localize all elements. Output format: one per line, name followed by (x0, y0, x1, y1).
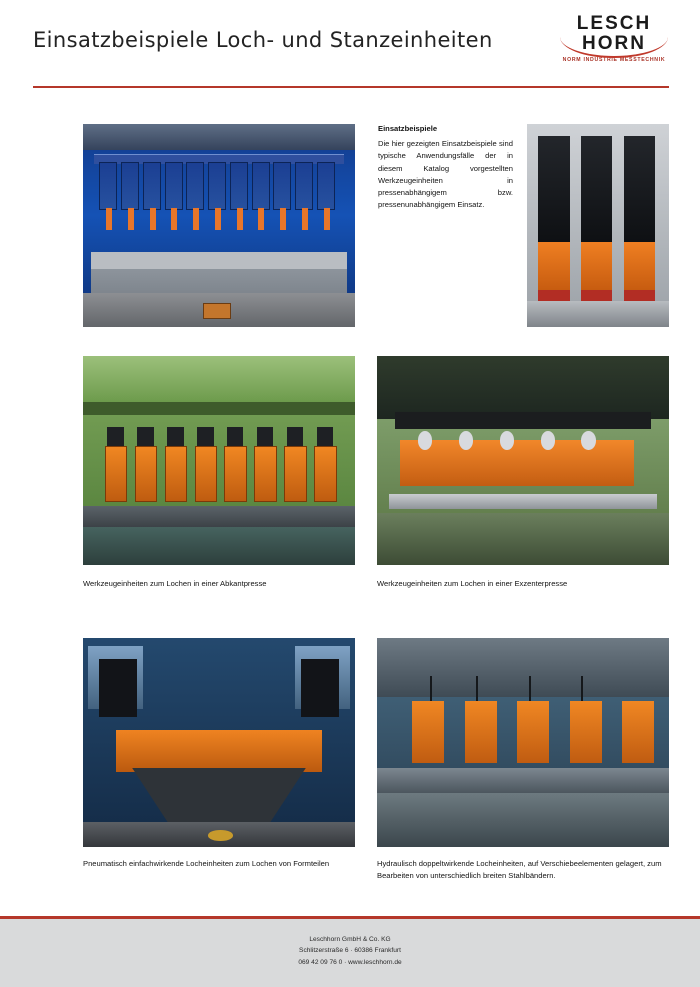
page-header (0, 0, 700, 88)
figure-press-brake-tools (83, 356, 355, 565)
header-divider (33, 86, 669, 88)
logo-line-1: LESCH (576, 13, 652, 34)
logo-line-2: HORN (582, 33, 646, 54)
footer-contact (0, 934, 700, 968)
caption-pneumatic-single-acting: Pneumatisch einfachwirkende Locheinheiten zum Lochen von Formteilen (83, 859, 330, 868)
company-logo (556, 14, 672, 72)
figure-hydraulic-double-acting (377, 638, 669, 847)
figure-eccentric-press-tools (377, 356, 669, 565)
figure-pneumatic-single-acting (83, 638, 355, 847)
intro-body: Die hier gezeigten Einsatzbeispiele sind typische Anwendungsfälle der in diesem Katalog vorgestellten Werkzeugeinheiten in pressenabhängigem bzw. pressenunabhängigem Einsatz. (378, 139, 513, 210)
footer-company: Leschhorn GmbH & Co. KG (309, 936, 391, 943)
intro-text-block (378, 124, 513, 212)
caption-press-brake-tools: Werkzeugeinheiten zum Lochen in einer Abkantpresse (83, 579, 267, 588)
logo-subline: NORM INDUSTRIE MESSTECHNIK (562, 57, 666, 63)
caption-hydraulic-double-acting: Hydraulisch doppeltwirkende Locheinheiten, auf Verschiebeelementen gelagert, zum Bearbeiten von unterschiedlich breiten Stahlbändern. (377, 859, 662, 880)
figure-orange-black-units (527, 124, 669, 327)
caption-eccentric-press-tools: Werkzeugeinheiten zum Lochen in einer Exzenterpresse (377, 579, 568, 588)
figure-blue-punch-line (83, 124, 355, 327)
footer-phone-web: 069 42 09 76 0 · www.leschhorn.de (298, 958, 402, 966)
page-title: Einsatzbeispiele Loch- und Stanzeinheiten (33, 28, 493, 52)
intro-title: Einsatzbeispiele (378, 124, 438, 133)
footer-address: Schlitzerstraße 6 · 60386 Frankfurt (299, 947, 401, 955)
